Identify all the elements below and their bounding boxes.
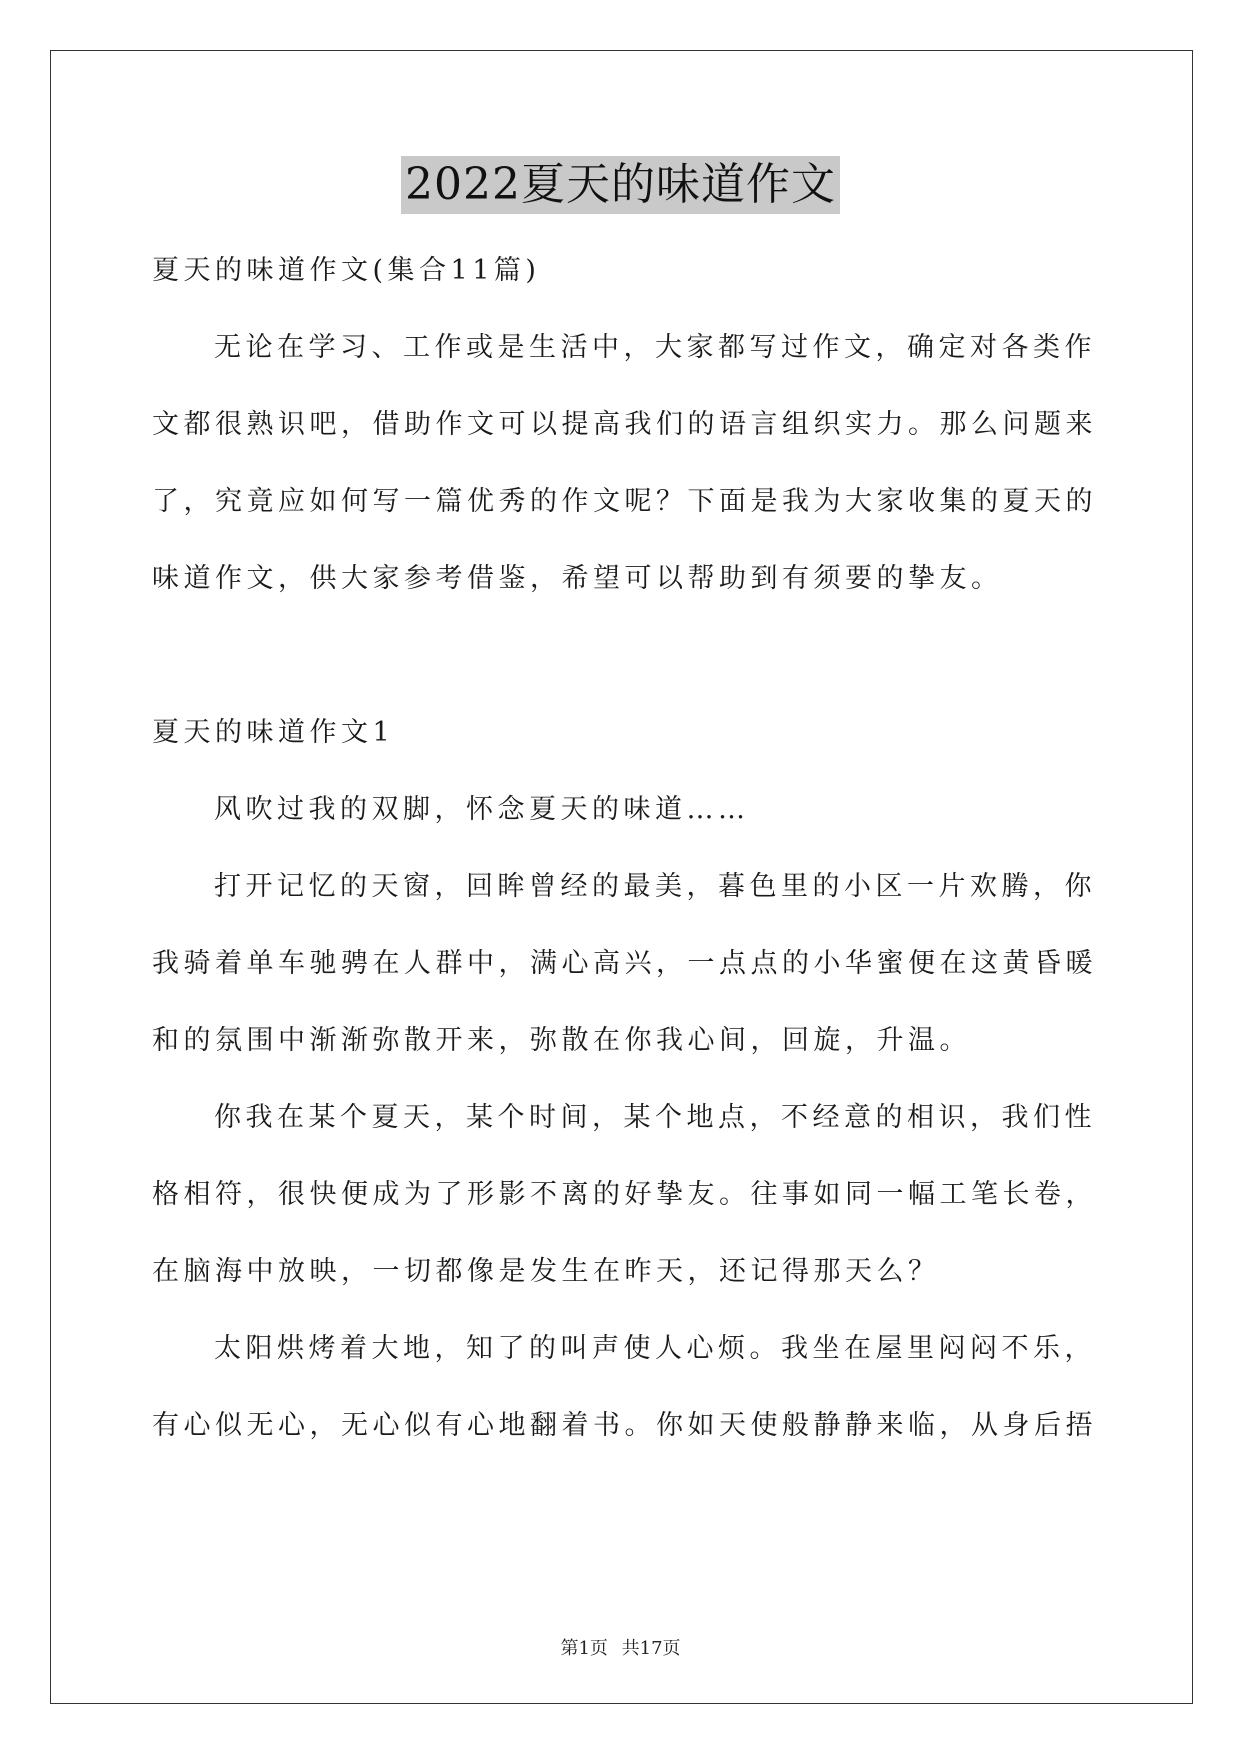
essay-1-line-7: 在脑海中放映，一切都像是发生在昨天，还记得那天么？ [152,1256,940,1287]
collection-heading: 夏天的味道作文(集合11篇) [152,255,541,286]
essay-1-line-1: 风吹过我的双脚，怀念夏天的味道…… [214,794,750,825]
intro-line-3: 了，究竟应如何写一篇优秀的作文呢？下面是我为大家收集的夏天的 [152,486,1097,517]
essay-1-line-3: 我骑着单车驰骋在人群中，满心高兴，一点点的小华蜜便在这黄昏暖 [152,948,1097,979]
intro-line-1: 无论在学习、工作或是生活中，大家都写过作文，确定对各类作 [214,332,1096,363]
essay-1-line-5: 你我在某个夏天，某个时间，某个地点，不经意的相识，我们性 [214,1102,1096,1133]
essay-1-line-6: 格相符，很快便成为了形影不离的好挚友。往事如同一幅工笔长卷， [152,1179,1097,1210]
document-body [152,232,1097,1464]
title-container [0,156,1241,214]
essay-1-heading: 夏天的味道作文1 [152,717,395,748]
essay-1-line-8: 太阳烘烤着大地，知了的叫声使人心烦。我坐在屋里闷闷不乐， [214,1333,1096,1364]
essay-1-line-4: 和的氛围中渐渐弥散开来，弥散在你我心间，回旋，升温。 [152,1025,971,1056]
blank-spacer [152,617,1092,694]
essay-1-line-2: 打开记忆的天窗，回眸曾经的最美，暮色里的小区一片欢腾，你 [214,871,1096,902]
page-total: 共17页 [621,1638,681,1659]
page-number: 第1页 [560,1638,608,1659]
essay-1-line-9: 有心似无心，无心似有心地翻着书。你如天使般静静来临，从身后捂 [152,1410,1097,1441]
page-footer [0,1634,1241,1660]
document-title: 2022夏天的味道作文 [401,156,840,214]
intro-line-4: 味道作文，供大家参考借鉴，希望可以帮助到有须要的挚友。 [152,563,1003,594]
intro-line-2: 文都很熟识吧，借助作文可以提高我们的语言组织实力。那么问题来 [152,409,1097,440]
